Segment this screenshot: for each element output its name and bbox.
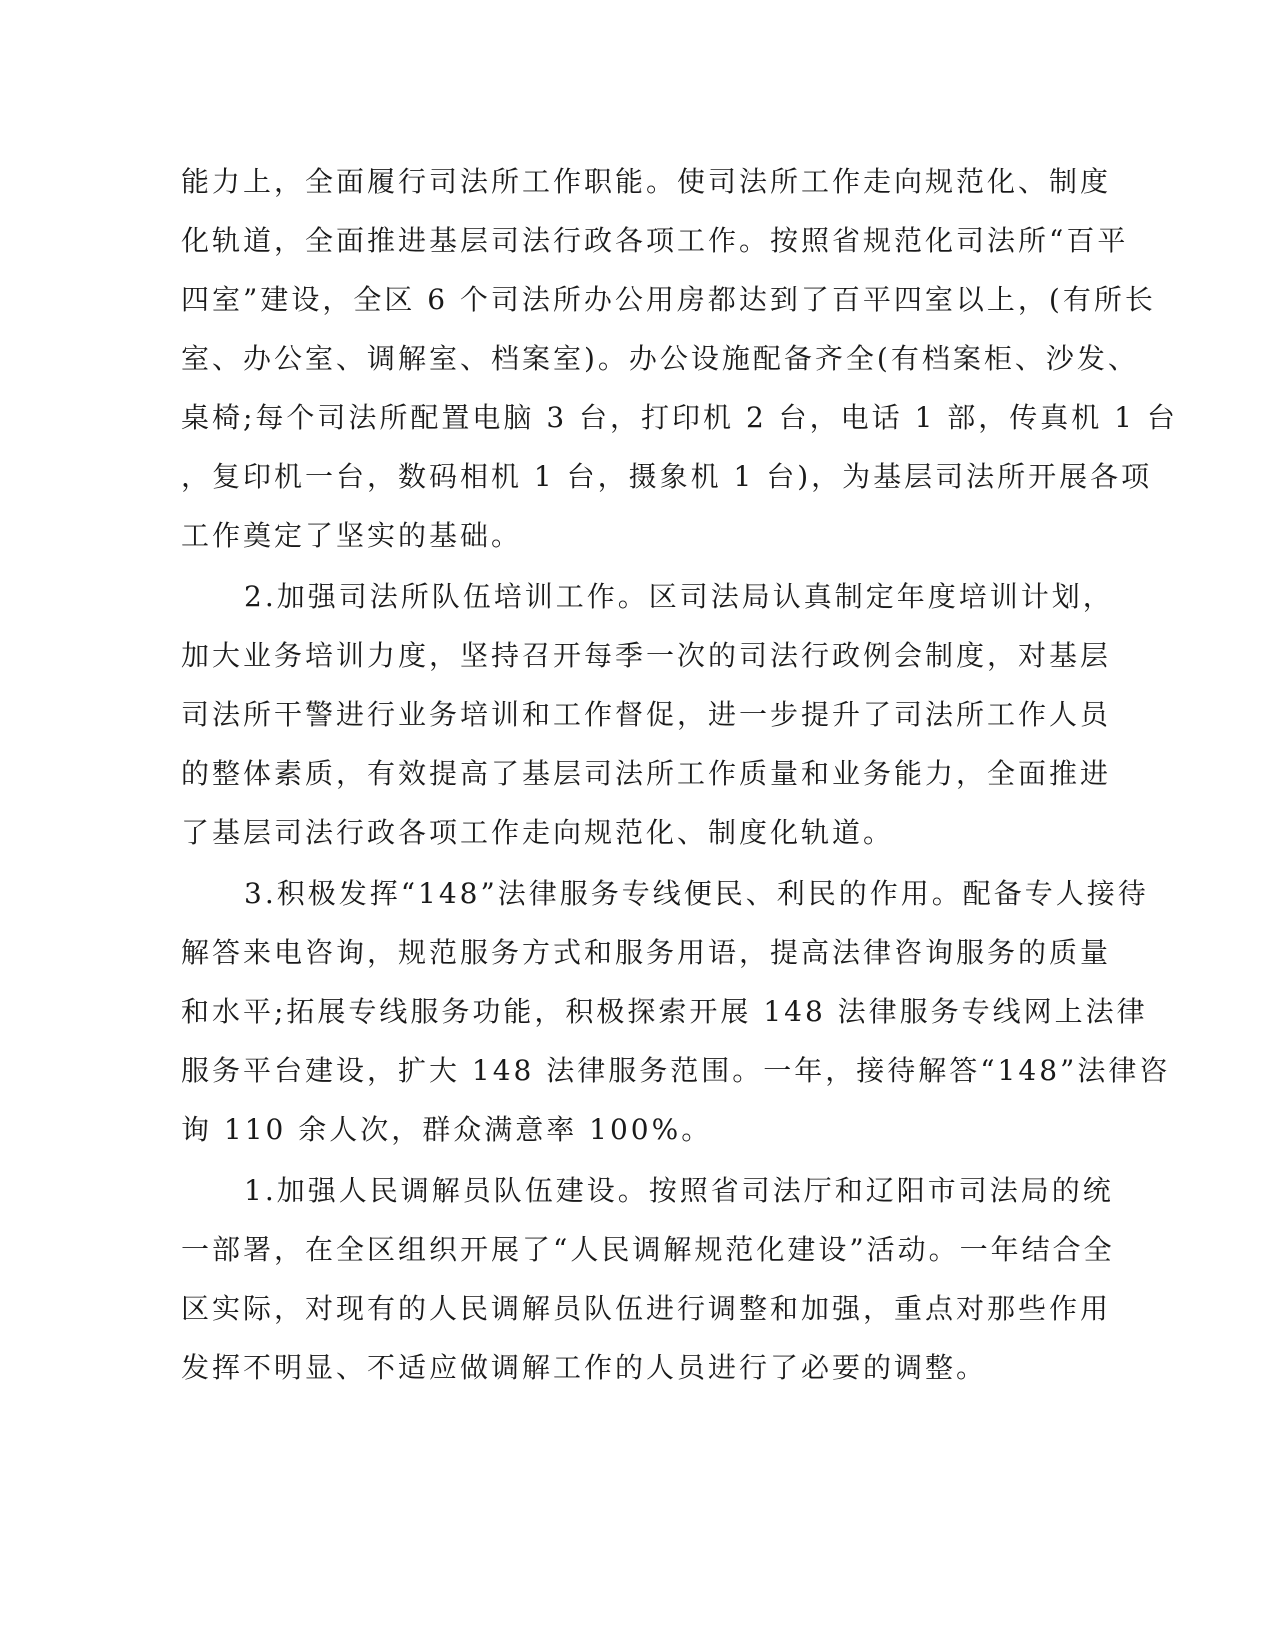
- text-line-content: 2.加强司法所队伍培训工作。区司法局认真制定年度培训计划，: [244, 580, 1114, 613]
- text-line-content: 1.加强人民调解员队伍建设。按照省司法厅和辽阳市司法局的统: [244, 1174, 1114, 1207]
- text-line: [0, 813, 1275, 853]
- text-line-content: 区实际，对现有的人民调解员队伍进行调整和加强，重点对那些作用: [181, 1292, 1112, 1325]
- paragraph-heading-line: [0, 874, 1275, 914]
- text-line-content: 工作奠定了坚实的基础。: [181, 519, 523, 552]
- text-line: [0, 695, 1275, 735]
- text-line: [0, 280, 1275, 320]
- text-line: [0, 754, 1275, 794]
- text-line: [0, 1110, 1275, 1150]
- text-line: [0, 933, 1275, 973]
- text-line-content: 化轨道，全面推进基层司法行政各项工作。按照省规范化司法所“百平: [181, 224, 1129, 257]
- paragraph-heading-line: [0, 1171, 1275, 1211]
- paragraph-heading-line: [0, 577, 1275, 617]
- text-line-content: 一部署，在全区组织开展了“人民调解规范化建设”活动。一年结合全: [181, 1233, 1115, 1266]
- text-line: [0, 516, 1275, 556]
- text-line-content: 司法所干警进行业务培训和工作督促，进一步提升了司法所工作人员: [181, 698, 1112, 731]
- text-line-content: 的整体素质，有效提高了基层司法所工作质量和业务能力，全面推进: [181, 757, 1112, 790]
- text-line: [0, 992, 1275, 1032]
- text-line: [0, 1230, 1275, 1270]
- text-line-content: 服务平台建设，扩大 148 法律服务范围。一年，接待解答“148”法律咨: [181, 1054, 1171, 1087]
- text-line: [0, 457, 1275, 497]
- text-line-content: 了基层司法行政各项工作走向规范化、制度化轨道。: [181, 816, 895, 849]
- text-line: [0, 1289, 1275, 1329]
- text-line: [0, 1051, 1275, 1091]
- text-line-content: 3.积极发挥“148”法律服务专线便民、利民的作用。配备专人接待: [244, 877, 1149, 910]
- text-line: [0, 1348, 1275, 1388]
- text-line: [0, 221, 1275, 261]
- text-line-content: 加大业务培训力度，坚持召开每季一次的司法行政例会制度，对基层: [181, 639, 1112, 672]
- text-line-content: 发挥不明显、不适应做调解工作的人员进行了必要的调整。: [181, 1351, 988, 1384]
- text-line-content: 能力上，全面履行司法所工作职能。使司法所工作走向规范化、制度: [181, 165, 1112, 198]
- text-line-content: 询 110 余人次，群众满意率 100%。: [181, 1113, 713, 1146]
- text-line-content: 室、办公室、调解室、档案室)。办公设施配备齐全(有档案柜、沙发、: [181, 342, 1139, 375]
- text-line: [0, 398, 1275, 438]
- text-line: [0, 636, 1275, 676]
- text-line-content: 和水平;拓展专线服务功能，积极探索开展 148 法律服务专线网上法律: [181, 995, 1148, 1028]
- text-line: [0, 339, 1275, 379]
- text-line-content: 桌椅;每个司法所配置电脑 3 台，打印机 2 台，电话 1 部，传真机 1 台: [181, 401, 1178, 434]
- text-line-content: 四室”建设，全区 6 个司法所办公用房都达到了百平四室以上，(有所长: [181, 283, 1156, 316]
- text-line-content: ，复印机一台，数码相机 1 台，摄象机 1 台)，为基层司法所开展各项: [181, 460, 1153, 493]
- text-line-content: 解答来电咨询，规范服务方式和服务用语，提高法律咨询服务的质量: [181, 936, 1112, 969]
- text-line: [0, 162, 1275, 202]
